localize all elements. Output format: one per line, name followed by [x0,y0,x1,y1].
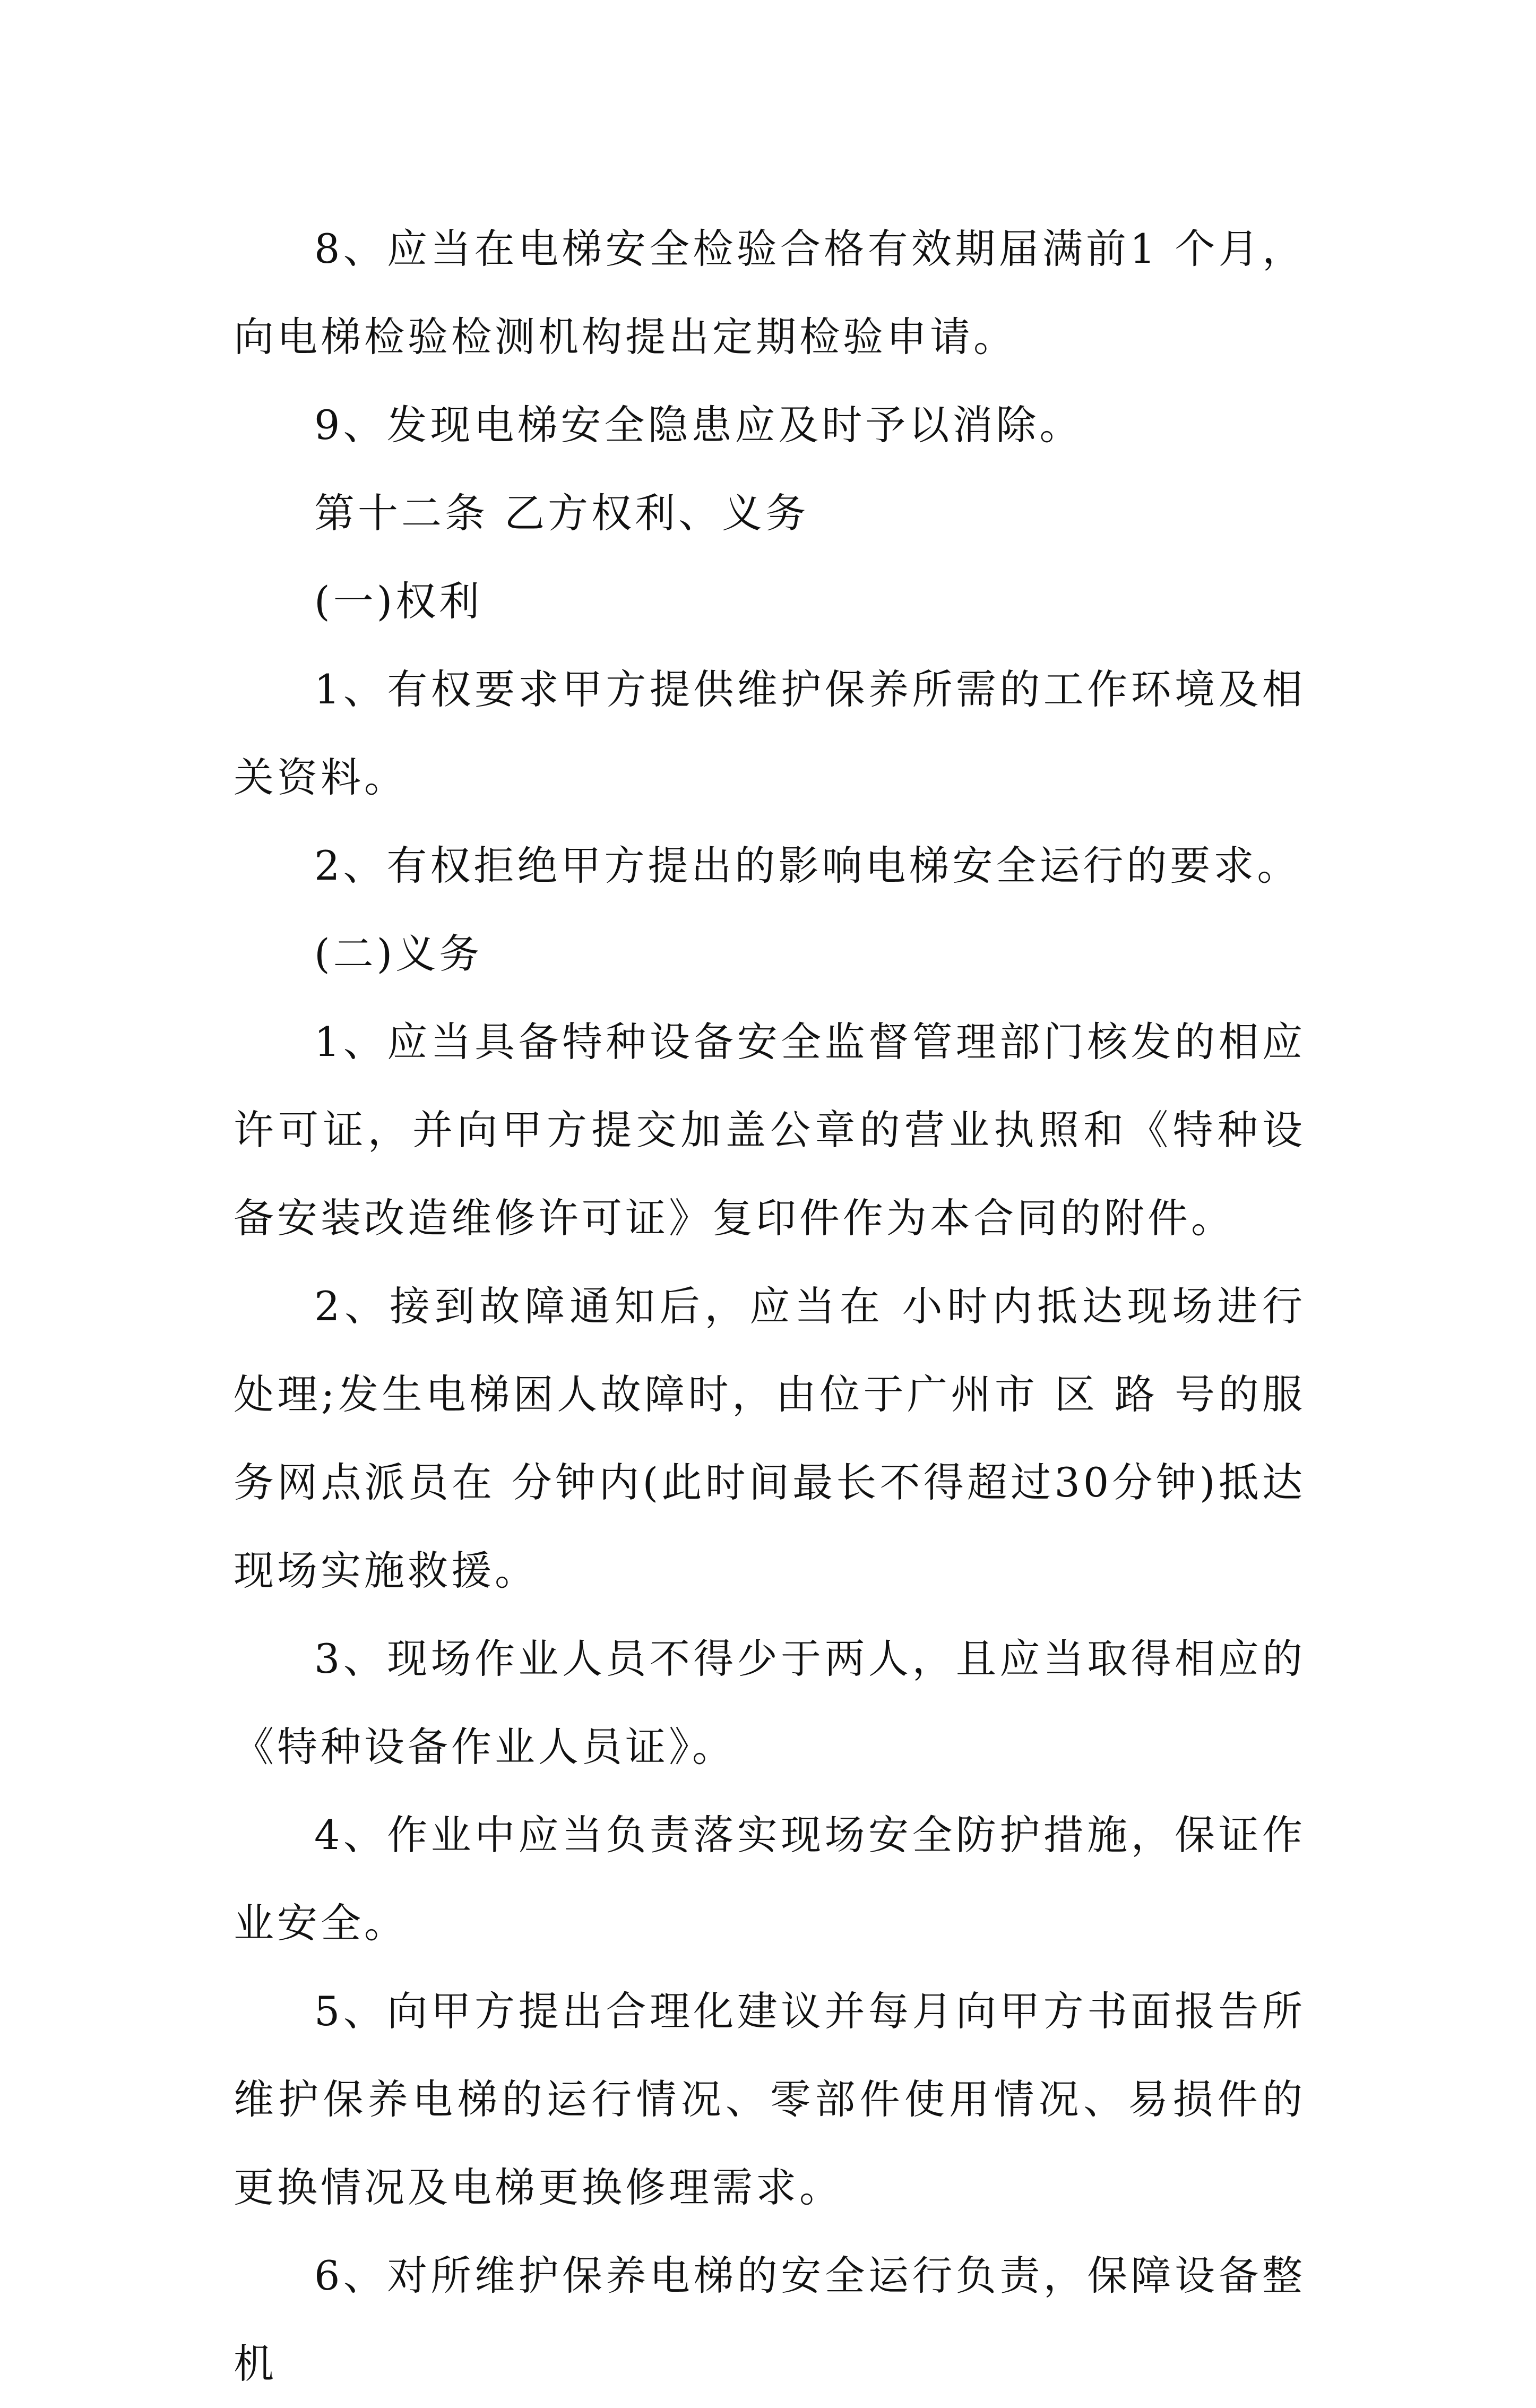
clause-8-obligation: 8、应当在电梯安全检验合格有效期届满前1 个月，向电梯检验检测机构提出定期检验申请。 [234,225,1306,360]
clause-9-obligation: 9、发现电梯安全隐患应及时予以消除。 [314,401,1083,449]
obligations-subheading: (二)义务 [314,930,483,977]
right-item-2: 2、有权拒绝甲方提出的影响电梯安全运行的要求。 [314,842,1301,889]
obligation-item-1: 1、应当具备特种设备安全监督管理部门核发的相应许可证，并向甲方提交加盖公章的营业执照和《特种设备安装改造维修许可证》复印件作为本合同的附件。 [234,1018,1306,1242]
article-12-heading: 第十二条 乙方权利、义务 [314,489,809,537]
obligation-item-3: 3、现场作业人员不得少于两人，且应当取得相应的《特种设备作业人员证》。 [234,1635,1306,1770]
document-body [234,205,1306,2408]
obligation-item-5: 5、向甲方提出合理化建议并每月向甲方书面报告所维护保养电梯的运行情况、零部件使用情况、易损件的更换情况及电梯更换修理需求。 [234,1988,1306,2211]
obligation-item-4: 4、作业中应当负责落实现场安全防护措施，保证作业安全。 [234,1811,1306,1947]
obligation-item-6: 6、对所维护保养电梯的安全运行负责，保障设备整机 [234,2252,1306,2387]
obligation-item-2: 2、接到故障通知后，应当在 小时内抵达现场进行处理;发生电梯困人故障时，由位于广州市 区 路 号的服务网点派员在 分钟内(此时间最长不得超过30分钟)抵达现场实施救援。 [234,1283,1306,1594]
right-item-1: 1、有权要求甲方提供维护保养所需的工作环境及相关资料。 [234,666,1306,801]
rights-subheading: (一)权利 [314,578,483,625]
